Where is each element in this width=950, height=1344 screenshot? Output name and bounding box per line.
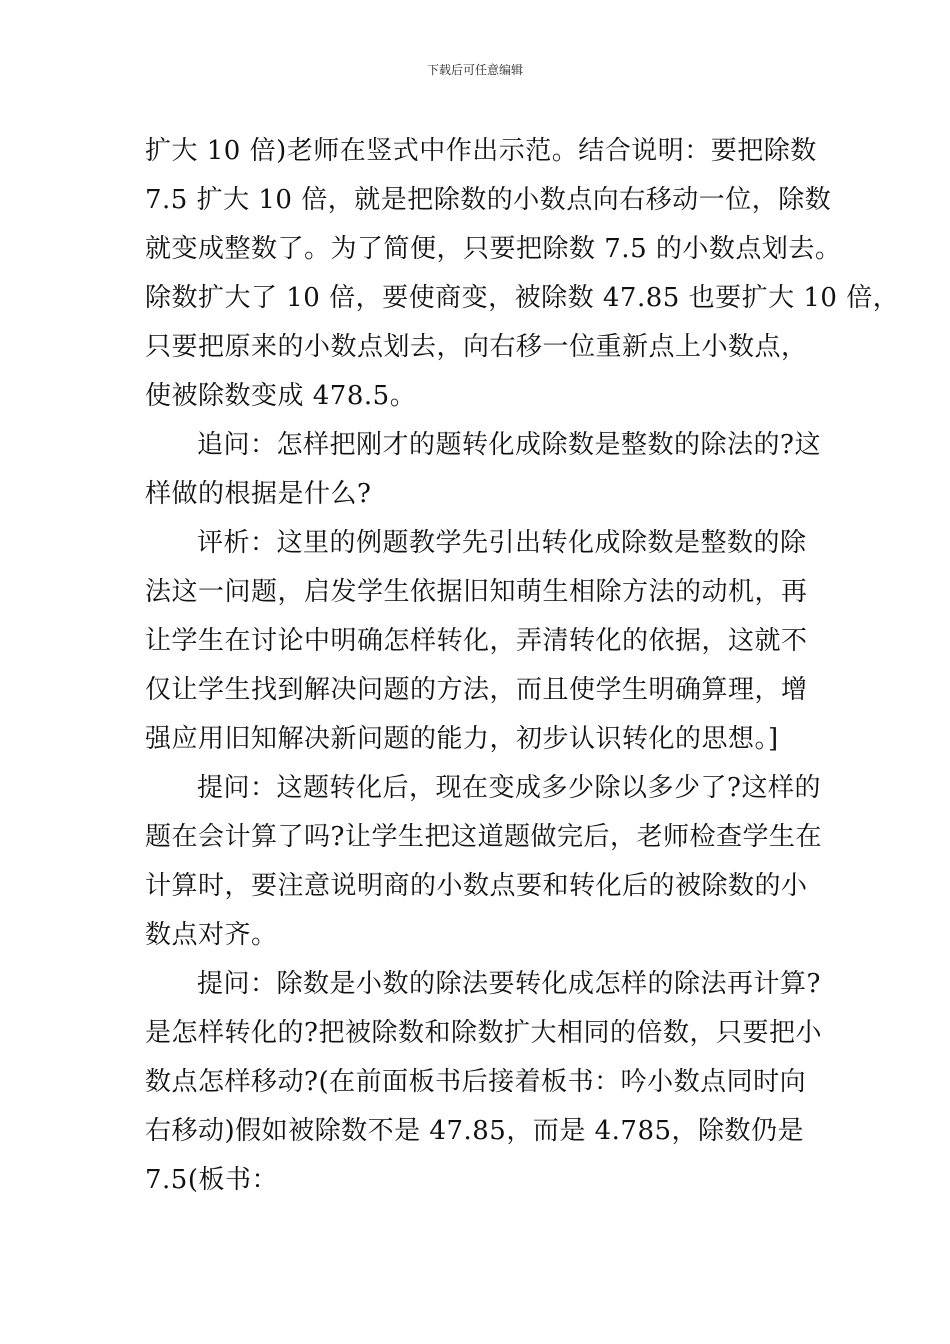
text-line: 数点怎样移动?(在前面板书后接着板书：吟小数点同时向 xyxy=(145,1067,807,1097)
paragraph-first-line: 提问：这题转化后，现在变成多少除以多少了?这样的 xyxy=(197,773,821,803)
text-line: 7.5(板书： xyxy=(145,1165,278,1195)
paragraph-first-line: 提问：除数是小数的除法要转化成怎样的除法再计算? xyxy=(197,969,821,999)
text-line: 样做的根据是什么? xyxy=(145,479,372,509)
text-line: 只要把原来的小数点划去，向右移一位重新点上小数点， xyxy=(145,332,808,362)
text-line: 强应用旧知解决新问题的能力，初步认识转化的思想。] xyxy=(145,724,779,754)
text-line: 让学生在讨论中明确怎样转化，弄清转化的依据，这就不 xyxy=(145,626,808,656)
text-line: 就变成整数了。为了简便，只要把除数 7.5 的小数点划去。 xyxy=(145,234,842,264)
text-line: 使被除数变成 478.5。 xyxy=(145,381,417,411)
text-line: 法这一问题，启发学生依据旧知萌生相除方法的动机，再 xyxy=(145,577,808,607)
text-line: 7.5 扩大 10 倍，就是把除数的小数点向右移动一位，除数 xyxy=(145,185,832,215)
text-line: 是怎样转化的?把被除数和除数扩大相同的倍数，只要把小 xyxy=(145,1018,822,1048)
paragraph-first-line: 追问：怎样把刚才的题转化成除数是整数的除法的?这 xyxy=(197,430,821,460)
text-line: 除数扩大了 10 倍，要使商变，被除数 47.85 也要扩大 10 倍， xyxy=(145,283,900,313)
text-line: 扩大 10 倍)老师在竖式中作出示范。结合说明：要把除数 xyxy=(145,136,817,166)
text-line: 仅让学生找到解决问题的方法，而且使学生明确算理，增 xyxy=(145,675,808,705)
text-line: 数点对齐。 xyxy=(145,920,278,950)
text-line: 题在会计算了吗?让学生把这道题做完后，老师检查学生在 xyxy=(145,822,822,852)
text-line: 右移动)假如被除数不是 47.85，而是 4.785，除数仍是 xyxy=(145,1116,805,1146)
document-body xyxy=(145,127,900,1205)
page-header: 下载后可任意编辑 xyxy=(426,63,523,77)
paragraph-first-line: 评析：这里的例题教学先引出转化成除数是整数的除 xyxy=(197,528,807,558)
text-line: 计算时，要注意说明商的小数点要和转化后的被除数的小 xyxy=(145,871,808,901)
